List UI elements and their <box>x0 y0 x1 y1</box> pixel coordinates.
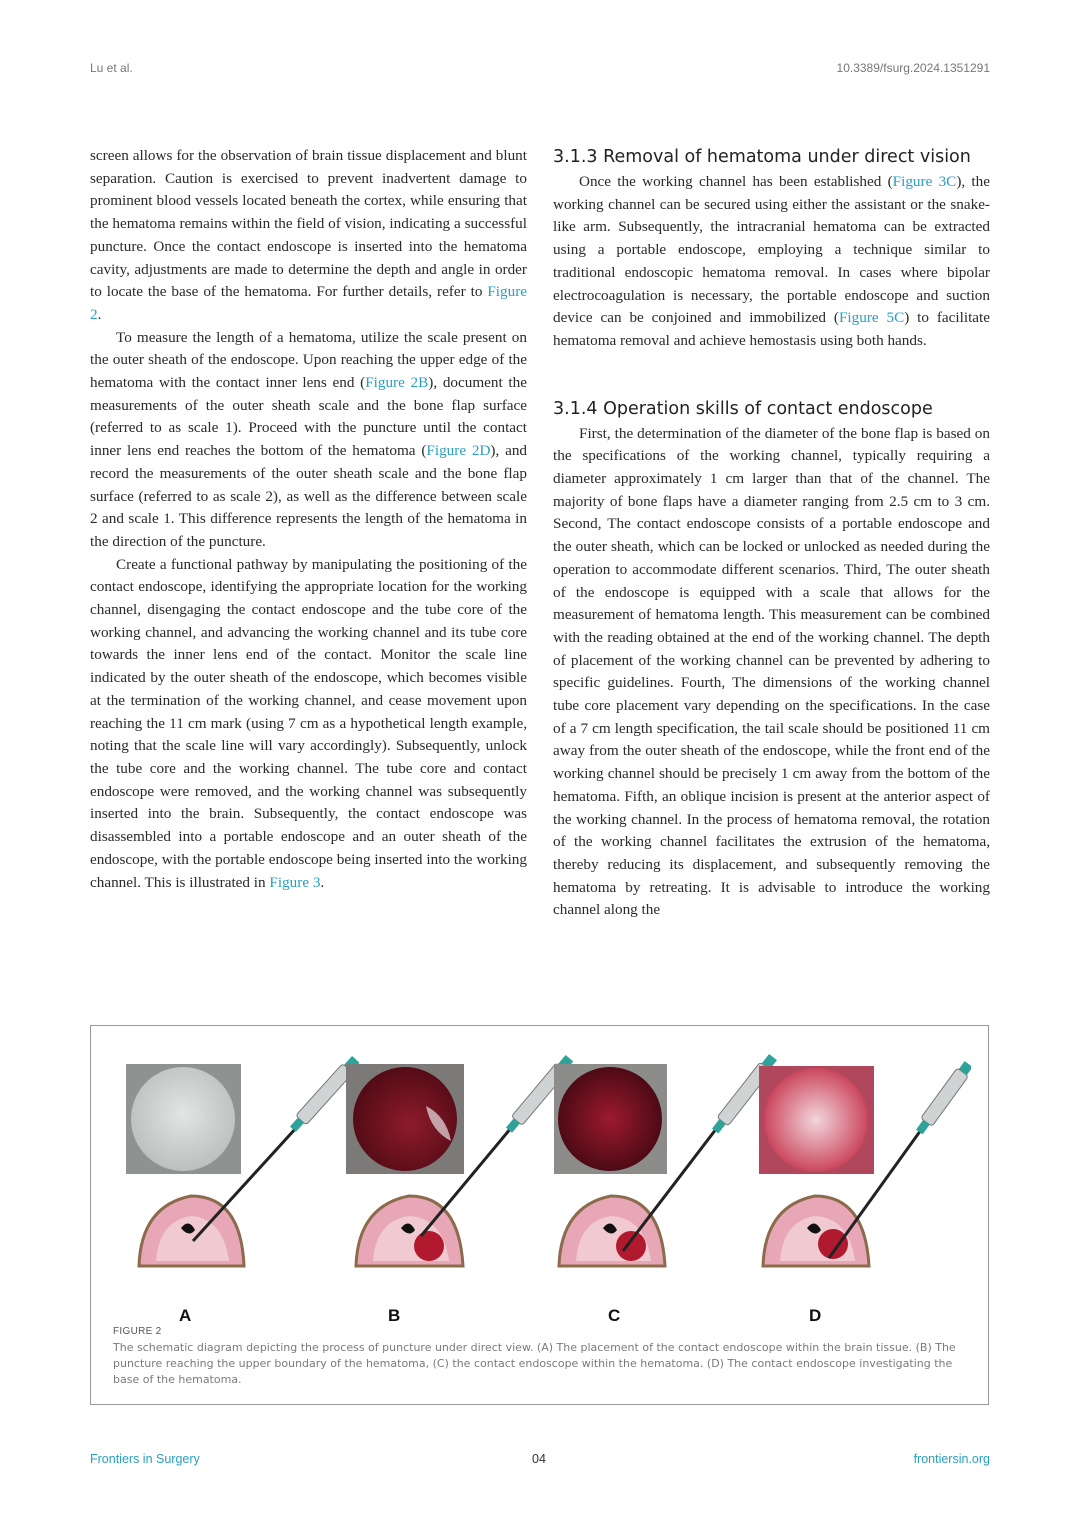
right-column <box>553 145 990 922</box>
figure-illustration <box>111 1046 971 1336</box>
figure-label: FIGURE 2 <box>113 1326 162 1337</box>
panel-a <box>126 1055 361 1325</box>
figure-link[interactable]: Figure 2 <box>90 283 527 323</box>
footer-journal-link[interactable]: Frontiers in Surgery <box>90 1452 200 1466</box>
panel-d <box>759 1060 971 1325</box>
text: ) to facilitate hematoma removal and achieve hemostasis using both hands. <box>553 309 990 349</box>
figure-link[interactable]: Figure 2D <box>426 442 491 460</box>
paragraph: First, the determination of the diameter of the bone flap is based on the specifications of the working channel, typically requiring a diameter approximately 1 cm larger than that of the channel. The majority of bone flaps have a diameter ranging from 2.5 cm to 3 cm. Second, The contact endoscope consists of a portable endoscope and the outer sheath, which can be locked or unlocked as needed during the operation to accommodate different scenarios. Third, The outer sheath of the endoscope is equipped with a scale that allows for the measurement of hematoma length. This measurement can be combined with the reading obtained at the end of the working channel. The depth of placement of the working channel can be prevented by adhering to specific guidelines. Fourth, The dimensions of the working channel tube core placement vary depending on the specifications. In the case of a 7 cm length specification, the tail scale should be positioned 11 cm away from the outer sheath of the endoscope, while the front end of the working channel should be precisely 1 cm away from the bottom of the hematoma. Fifth, an oblique incision is present at the anterior aspect of the working channel. In the process of hematoma removal, the rotation of the working channel facilitates the extrusion of the hematoma, thereby reducing its displacement, and subsequently removing the hematoma by retreating. It is advisable to introduce the working channel along the <box>553 424 990 919</box>
text: . <box>97 305 102 323</box>
paragraph <box>90 145 527 327</box>
panel-b <box>346 1054 575 1325</box>
view-circle-d <box>764 1068 868 1172</box>
running-header-authors: Lu et al. <box>90 61 133 75</box>
running-header-doi: 10.3389/fsurg.2024.1351291 <box>836 61 990 75</box>
text: ), and record the measurements of the outer sheath scale and the bone flap surface (referred to as scale 2), as well as the difference between scale 2 and scale 1. This difference represents the length of the hematoma in the direction of the puncture. <box>90 442 528 550</box>
left-column <box>90 145 527 894</box>
page-number: 04 <box>532 1452 546 1466</box>
hematoma-c <box>616 1231 646 1261</box>
paragraph <box>90 327 527 554</box>
panel-letter-d: D <box>809 1306 822 1325</box>
figure-link[interactable]: Figure 2B <box>365 374 429 392</box>
brain-section-c <box>559 1196 665 1266</box>
figure-link[interactable]: Figure 5C <box>838 309 905 327</box>
footer-site-link[interactable]: frontiersin.org <box>913 1452 990 1466</box>
brain-section-a <box>139 1196 244 1266</box>
endoscope-handle-d <box>914 1060 971 1136</box>
panel-letter-a: A <box>179 1306 192 1325</box>
brain-section-d <box>763 1196 869 1266</box>
figure-2 <box>90 1025 989 1405</box>
text: . <box>320 873 325 891</box>
hematoma-b <box>414 1231 444 1261</box>
text: To measure the length of a hematoma, utilize the scale present on the outer sheath of the endoscope. Upon reaching the upper edge of the hematoma with the contact inner lens end ( <box>90 328 527 392</box>
text: ), the working channel can be secured using either the assistant or the snake-like arm. Subsequently, the intracranial hematoma can be extracted using a portable endoscope, employing a technique similar to traditional endoscopic hematoma removal. In cases where bipolar electrocoagulation is necessary, the portable endoscope and suction device can be conjoined and immobilized ( <box>553 173 990 327</box>
figure-caption: The schematic diagram depicting the process of puncture under direct view. (A) The placement of the contact endoscope within the brain tissue. (B) The puncture reaching the upper boundary of the hematoma, (C) the contact endoscope within the hematoma. (D) The contact endoscope investigating the base of the hematoma. <box>113 1341 956 1386</box>
paragraph <box>553 171 990 353</box>
text: Create a functional pathway by manipulating the positioning of the contact endoscope, identifying the appropriate location for the working channel, disengaging the contact endoscope and the tube core of the working channel, and advancing the working channel and its tube core towards the inner lens end of the contact. Monitor the scale line indicated by the outer sheath of the endoscope, which becomes visible at the termination of the working channel, and cease movement upon reaching the 11 cm mark (using 7 cm as a hypothetical length example, noting that the scale line will vary accordingly). Subsequently, unlock the tube core and the working channel. The tube core and contact endoscope were removed, and the working channel was subsequently inserted into the brain. Subsequently, the contact endoscope was disassembled into a portable endoscope and an outer sheath of the endoscope, with the portable endoscope being inserted into the working channel. This is illustrated in <box>90 555 527 891</box>
paragraph <box>90 554 527 895</box>
panel-c <box>554 1053 779 1325</box>
text: screen allows for the observation of brain tissue displacement and blunt separation. Caution is exercised to prevent inadvertent damage to prominent blood vessels located beneath the cortex, while ensuring that the hematoma remains within the field of vision, indicating a successful puncture. Once the contact endoscope is inserted into the hematoma cavity, adjustments are made to determine the depth and angle in order to locate the base of the hematoma. For further details, refer to <box>90 147 527 301</box>
section-spacer <box>553 353 990 397</box>
view-circle-c <box>558 1067 662 1171</box>
figure-link[interactable]: Figure 3C <box>892 173 957 190</box>
section-heading: 3.1.4 Operation skills of contact endoscope <box>553 398 933 419</box>
section-heading: 3.1.3 Removal of hematoma under direct vision <box>553 147 971 167</box>
figure-link[interactable]: Figure 3 <box>269 873 321 891</box>
panel-letter-b: B <box>388 1306 401 1325</box>
text: Once the working channel has been established ( <box>579 173 893 190</box>
text: ), document the measurements of the outer sheath scale and the bone flap surface (referred to as scale 1). Proceed with the puncture until the contact inner lens end reaches the bottom of the hematoma ( <box>90 374 527 460</box>
view-circle-a <box>131 1067 235 1171</box>
panel-letter-c: C <box>608 1306 621 1325</box>
